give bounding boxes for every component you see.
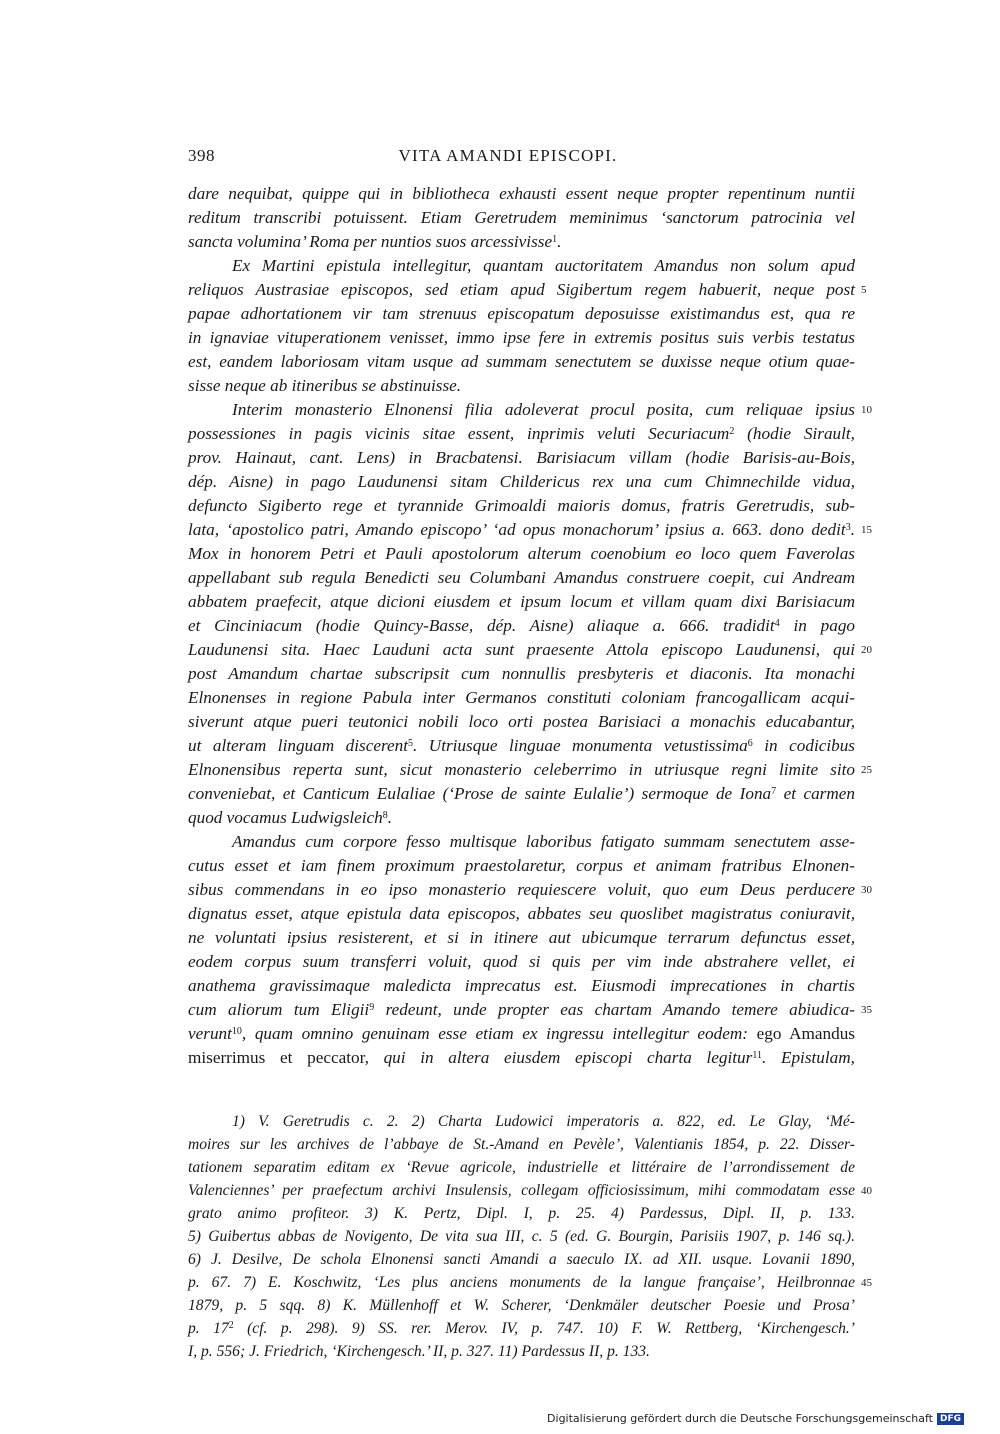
- footnote-line: p. $17^2$ (cf. p. 298). 9) SS. rer. Merov. IV, p. 747. 10) F. W. Rettberg, ‘Kirchengesch.’: [188, 1320, 856, 1337]
- footnote-ref: 5: [408, 738, 413, 749]
- text-line: reliquos Austrasiae episcopos, sed etiam apud Sigibertum regem habuerit, neque post: [188, 280, 855, 299]
- footnote-line: I, p. 556; J. Friedrich, ‘Kirchengesch.’ II, p. 327. 11) Pardessus II, p. 133.: [188, 1343, 650, 1360]
- text-line: post Amandum chartae subscripsit cum nonnullis presbyteris et diaconis. Ita monachi: [188, 664, 855, 683]
- text-line: et Cinciniacum (hodie Quincy-Basse, dép. Aisne) aliaque a. 666. tradidit$^4$ in pago: [188, 616, 856, 635]
- footnote-line: p. 67. 7) E. Koschwitz, ‘Les plus anciens monuments de la langue française’, Heilbronnae: [188, 1274, 855, 1291]
- text-line: est, eandem laboriosam vitam usque ad summam senectutem se duxisse neque otium quae-: [188, 352, 855, 371]
- text-line: dare nequibat, quippe qui in bibliotheca exhausti essent neque propter repentinum nuntii: [188, 184, 855, 203]
- text-line: cum aliorum tum Eligii$^9$ redeunt, unde propter eas chartam Amando temere abiudica-: [188, 1000, 855, 1019]
- text-line: papae adhortationem vir tam strenuus episcopatum deposuisse existimandus est, qua re: [188, 304, 855, 323]
- text-line: Laudunensi sita. Haec Lauduni acta sunt praesente Attola episcopo Laudunensi, qui: [188, 640, 855, 659]
- margin-line-number: 45: [861, 1277, 872, 1289]
- footnote-ref: 2: [228, 1320, 234, 1331]
- text-line: miserrimus et peccator, qui in altera eiusdem episcopi charta legitur$^{11}$. Epistulam,: [188, 1048, 855, 1067]
- text-line: sibus commendans in eo ipso monasterio requiescere voluit, quo eum Deus perducere: [188, 880, 855, 899]
- text-line: Ex Martini epistula intellegitur, quantam auctoritatem Amandus non solum apud: [232, 256, 855, 275]
- text-line: dép. Aisne) in pago Laudunensi sitam Childericus rex una cum Chimnechilde vidua,: [188, 472, 855, 491]
- text-line: dignatus esset, atque epistula data episcopos, abbates seu quoslibet magistratus coniuravit,: [188, 904, 855, 923]
- margin-line-number: 20: [861, 644, 872, 656]
- footnote-line: 5) Guibertus abbas de Novigento, De vita sua III, c. 5 (ed. G. Bourgin, Parisiis 1907, p. 146 sq.).: [188, 1228, 855, 1245]
- margin-line-number: 10: [861, 404, 872, 416]
- text-line: prov. Hainaut, cant. Lens) in Bracbatensi. Barisiacum villam (hodie Barisis-au-Bois,: [188, 448, 855, 467]
- text-line: Elnonenses in regione Pabula inter Germanos constituti coloniam francogallicam acqui-: [188, 688, 855, 707]
- text-line: lata, ‘apostolico patri, Amando episcopo’ ‘ad opus monachorum’ ipsius a. 663. dono dedit$^3$.: [188, 520, 855, 539]
- footnote-line: tationem separatim editam ex ‘Revue agricole, industrielle et littéraire de l’arrondissement de: [188, 1159, 855, 1176]
- margin-line-number: 40: [861, 1185, 872, 1197]
- text-line: defuncto Sigiberto rege et tyrannide Grimoaldi maioris domus, fratris Geretrudis, sub-: [188, 496, 855, 515]
- text-line: conveniebat, et Canticum Eulaliae (‘Prose de sainte Eulalie’) sermoque de Iona$^7$ et carmen: [188, 784, 855, 803]
- text-line: Amandus cum corpore fesso multisque laboribus fatigato summam senectutem asse-: [232, 832, 855, 851]
- footnote-ref: 8: [382, 810, 388, 821]
- text-line: siverunt atque pueri teutonici nobili loco orti postea Barisiaci a monachis educabantur,: [188, 712, 855, 731]
- digitization-credit: Digitalisierung gefördert durch die Deutsche Forschungsgemeinschaft DFG: [547, 1412, 964, 1425]
- text-line: cutus esset et iam finem proximum praestolaretur, corpus et animam fratribus Elnonen-: [188, 856, 855, 875]
- page-number: 398: [188, 146, 215, 165]
- text-line: quod vocamus Ludwigsleich$^8$.: [188, 808, 393, 827]
- footnote-line: Valenciennes’ per praefectum archivi Insulensis, collegam officiosissimum, mihi commodatam esse: [188, 1182, 855, 1199]
- footnote-line: 1) V. Geretrudis c. 2. 2) Charta Ludowici imperatoris a. 822, ed. Le Glay, ‘Mé-: [232, 1113, 855, 1130]
- roman-quote: miserrimus et peccator,: [188, 1048, 369, 1067]
- footnote-line: grato animo profiteor. 3) K. Pertz, Dipl. I, p. 25. 4) Pardessus, Dipl. II, p. 133.: [188, 1205, 855, 1222]
- footnote-ref: 6: [747, 738, 753, 749]
- text-line: sisse neque ab itineribus se abstinuisse.: [188, 376, 462, 395]
- text-line: appellabant sub regula Benedicti seu Columbani Amandus construere coepit, cui Andream: [188, 568, 855, 587]
- text-line: verunt$^{10}$, quam omnino genuinam esse etiam ex ingressu intellegitur eodem: ego Amandus: [188, 1024, 855, 1043]
- roman-quote: ego Amandus: [748, 1024, 855, 1043]
- text-line: Elnonensibus reperta sunt, sicut monasterio celeberrimo in utriusque regni limite sito: [188, 760, 855, 779]
- footnote-ref: 7: [771, 786, 777, 797]
- footnote-ref: 1: [552, 234, 558, 245]
- margin-line-number: 30: [861, 884, 872, 896]
- footnote-ref: 9: [369, 1002, 375, 1013]
- margin-line-number: 35: [861, 1004, 872, 1016]
- text-line: reditum transcribi potuissent. Etiam Geretrudem meminimus ‘sanctorum patrocinia vel: [188, 208, 855, 227]
- running-head: VITA AMANDI EPISCOPI.: [398, 146, 618, 165]
- text-line: abbatem praefecit, atque dicioni eiusdem et ipsum locum et villam quam dixi Barisiacum: [188, 592, 855, 611]
- footnote-ref: 4: [774, 618, 780, 629]
- text-line: Interim monasterio Elnonensi filia adoleverat procul posita, cum reliquae ipsius: [232, 400, 855, 419]
- footnote-line: 1879, p. 5 sqq. 8) K. Müllenhoff et W. Scherer, ‘Denkmäler deutscher Poesie und Prosa’: [188, 1297, 855, 1314]
- footnote-line: 6) J. Desilve, De schola Elnonensi sancti Amandi a saeculo IX. ad XII. usque. Lovanii 1890,: [188, 1251, 855, 1268]
- text-line: Mox in honorem Petri et Pauli apostolorum alterum coenobium eo loco quem Faverolas: [188, 544, 855, 563]
- footnote-ref: 11: [752, 1050, 762, 1061]
- dfg-logo: DFG: [937, 1413, 964, 1425]
- text-line: possessiones in pagis vicinis sitae essent, inprimis veluti Securiacum$^2$ (hodie Sirault,: [188, 424, 855, 443]
- margin-line-number: 15: [861, 524, 872, 536]
- margin-line-number: 5: [861, 284, 867, 296]
- text-line: ut alteram linguam discerent$^5$. Utriusque linguae monumenta vetustissima$^6$ in codicibus: [188, 736, 855, 755]
- footnote-ref: 3: [845, 522, 851, 533]
- text-line: eodem corpus suum transferri voluit, quod si quis per vim inde abstrahere vellet, ei: [188, 952, 855, 971]
- footnote-ref: 10: [231, 1026, 242, 1037]
- text-line: ne voluntati ipsius resisterent, et si in itinere aut ubicumque terrarum defunctus esset,: [188, 928, 855, 947]
- text-line: anathema gravissimaque maledicta imprecatus est. Eiusmodi imprecationes in chartis: [188, 976, 855, 995]
- text-line: in ignaviae vituperationem venisset, immo ipse fere in extremis positus suis verbis testatus: [188, 328, 855, 347]
- margin-line-number: 25: [861, 764, 872, 776]
- footnote-ref: 2: [729, 426, 735, 437]
- footnote-line: moires sur les archives de l’abbaye de St.-Amand en Pevèle’, Valentianis 1854, p. 22. Disser-: [188, 1136, 855, 1153]
- text-line: sancta volumina’ Roma per nuntios suos arcessivisse$^1$.: [188, 232, 562, 251]
